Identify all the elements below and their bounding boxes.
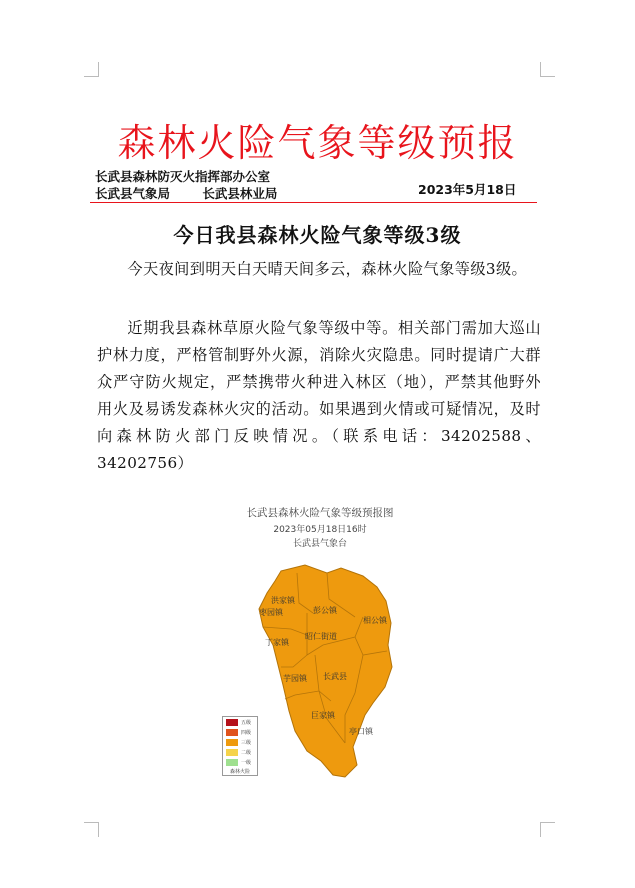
legend-label: 二级 bbox=[241, 750, 252, 756]
issuer-line-1: 长武县森林防灭火指挥部办公室 bbox=[95, 169, 271, 184]
legend-row bbox=[223, 718, 257, 727]
crop-mark-bottom-left bbox=[84, 822, 99, 837]
legend-label: 四级 bbox=[241, 730, 252, 736]
document-title: 森林火险气象等级预报 bbox=[117, 121, 518, 165]
legend-swatch bbox=[226, 759, 238, 766]
town-label: 枣园镇 bbox=[259, 608, 283, 617]
crop-mark-bottom-right bbox=[540, 822, 555, 837]
legend-caption: 森林火险 bbox=[229, 769, 250, 775]
issuer-weather-bureau: 长武县气象局 bbox=[95, 186, 171, 201]
issue-date: 2023年5月18日 bbox=[418, 182, 517, 197]
crop-mark-top-left bbox=[84, 62, 99, 77]
header-divider bbox=[90, 202, 537, 203]
map-issuer: 长武县气象台 bbox=[292, 539, 347, 549]
town-label: 洪家镇 bbox=[271, 596, 295, 605]
town-label: 相公镇 bbox=[363, 616, 387, 625]
town-label: 巨家镇 bbox=[311, 711, 335, 720]
map-legend bbox=[222, 716, 258, 776]
legend-swatch bbox=[226, 749, 238, 756]
paragraph-advisory: 近期我县森林草原火险气象等级中等。相关部门需加大巡山护林力度，严格管制野外火源，消除火灾隐患。同时提请广大群众严守防火规定，严禁携带火种进入林区（地），严禁其他野外用火及易诱发森林火灾的活动。如果遇到火情或可疑情况，及时向森林防火部门反映情况。（联系电话：34202588、34202756） bbox=[97, 319, 541, 472]
headline: 今日我县森林火险气象等级3级 bbox=[173, 223, 462, 247]
town-label: 丁家镇 bbox=[265, 638, 289, 647]
town-label: 长武县 bbox=[323, 672, 347, 681]
map-timestamp: 2023年05月18日16时 bbox=[273, 525, 367, 535]
town-label: 亭口镇 bbox=[349, 727, 373, 736]
legend-swatch bbox=[226, 729, 238, 736]
legend-swatch bbox=[226, 739, 238, 746]
crop-mark-top-right bbox=[540, 62, 555, 77]
issuer-forestry-bureau: 长武县林业局 bbox=[202, 186, 278, 201]
town-label: 彭公镇 bbox=[313, 606, 337, 615]
legend-row bbox=[223, 728, 257, 737]
town-label: 芋园镇 bbox=[283, 674, 307, 683]
issuer-line-2 bbox=[95, 184, 277, 202]
legend-row bbox=[223, 748, 257, 757]
map-title: 长武县森林火险气象等级预报图 bbox=[246, 507, 394, 519]
town-label: 昭仁街道 bbox=[305, 632, 337, 641]
legend-label: 三级 bbox=[241, 740, 252, 746]
legend-row bbox=[223, 738, 257, 747]
paragraph-forecast: 今天夜间到明天白天晴天间多云，森林火险气象等级3级。 bbox=[127, 260, 528, 278]
legend-label: 一级 bbox=[241, 760, 252, 766]
legend-swatch bbox=[226, 719, 238, 726]
legend-label: 五级 bbox=[241, 720, 252, 726]
legend-row bbox=[223, 758, 257, 767]
